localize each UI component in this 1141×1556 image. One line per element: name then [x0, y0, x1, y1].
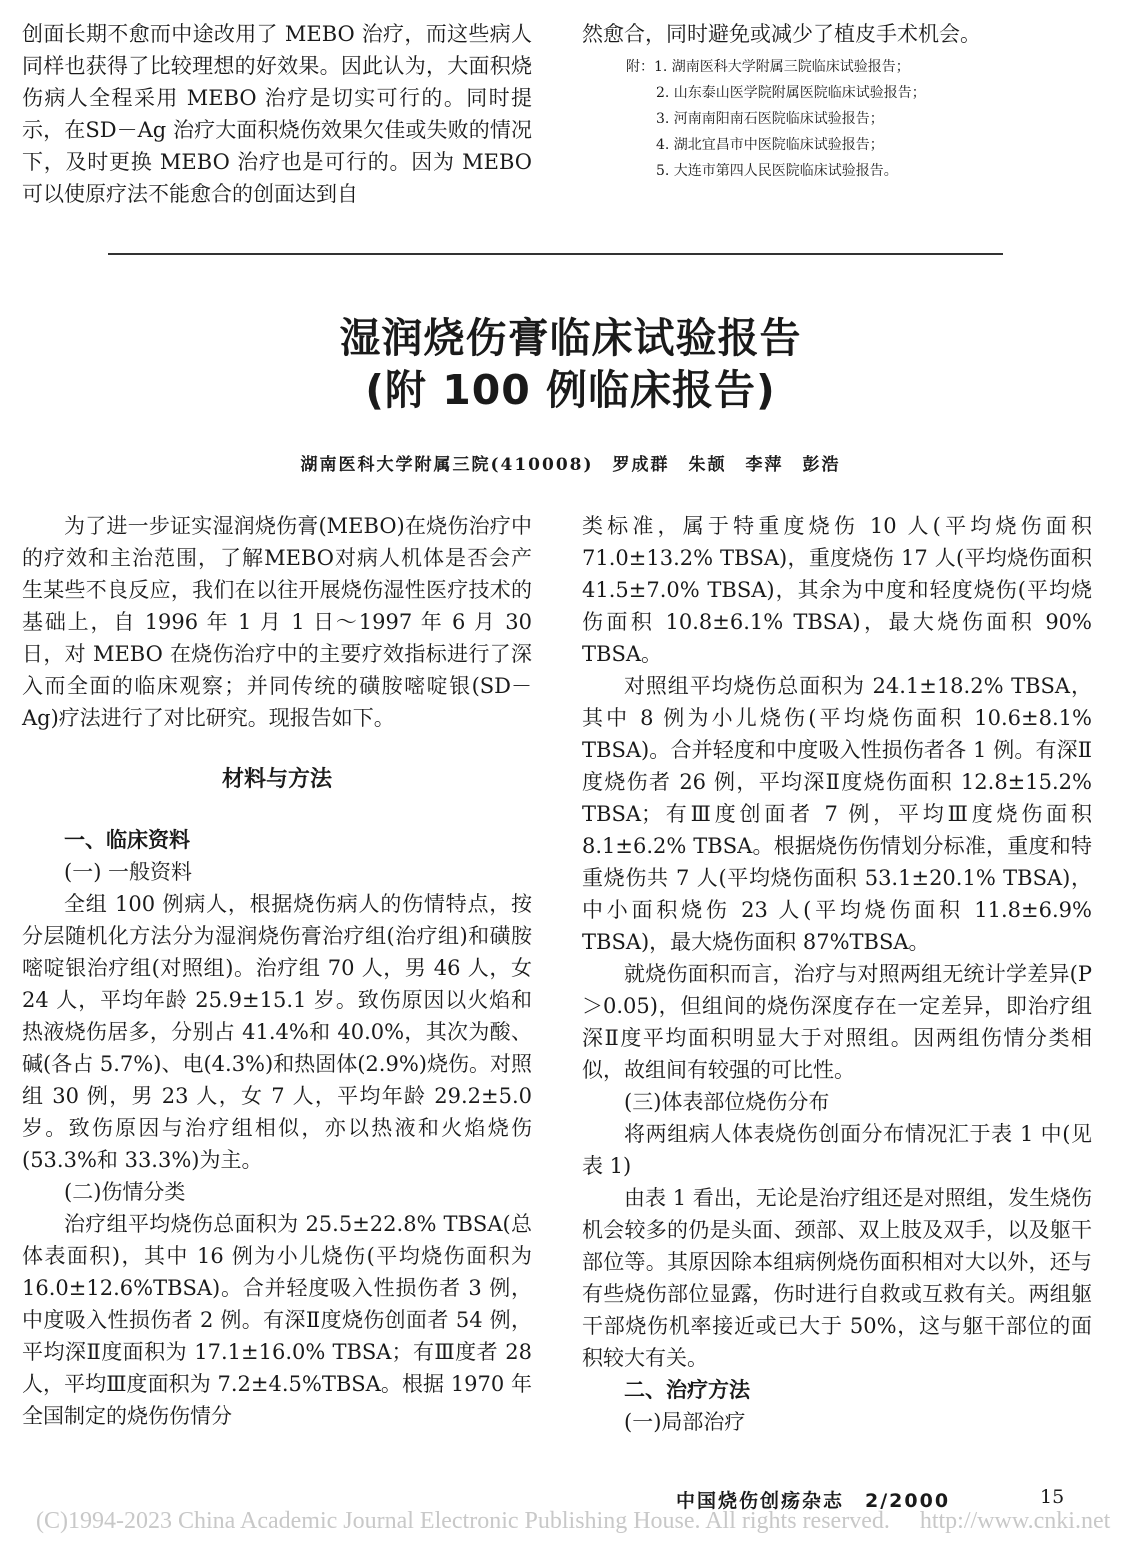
intro-paragraph: 为了进一步证实湿润烧伤膏(MEBO)在烧伤治疗中的疗效和主治范围，了解MEBO对病人机体是否会产生某些不良反应，我们在以往开展烧伤湿性医疗技术的基础上，自 1996 年 1 月 1 日～1997 年 6 月 30 日，对 MEBO 在烧伤治疗中的主要疗效指标进行了深入而全面的临床观察；并同传统的磺胺嘧啶银(SD－Ag)疗法进行了对比研究。现报告如下。: [22, 514, 532, 730]
left-column: [22, 510, 532, 1432]
article-title: [0, 312, 1141, 416]
previous-article-conclusion: 然愈合，同时避免或减少了植皮手术机会。: [582, 22, 981, 46]
section-divider: [108, 253, 1003, 255]
sub-heading: (三)体表部位烧伤分布: [624, 1090, 830, 1114]
appendix-item: 5. 大连市第四人民医院临床试验报告。: [656, 163, 898, 179]
section-heading: 材料与方法: [221, 767, 332, 792]
appendix-item: 4. 湖北宜昌市中医院临床试验报告；: [656, 137, 884, 153]
sub-heading: (一)局部治疗: [624, 1410, 746, 1434]
article-title-line2: (附 100 例临床报告): [365, 366, 776, 414]
body-paragraph: 类标准，属于特重度烧伤 10 人(平均烧伤面积 71.0±13.2% TBSA)，重度烧伤 17 人(平均烧伤面积 41.5±7.0% TBSA)，其余为中度和轻度烧伤(平均烧伤面积 10.8±6.1% TBSA)，最大烧伤面积 90% TBSA。: [582, 514, 1092, 666]
page-number: 15: [1040, 1486, 1065, 1508]
copyright-watermark: (C)1994-2023 China Academic Journal Electronic Publishing House. All rights reserved. http://www.cnki.net: [36, 1508, 1111, 1534]
appendix-item: 附：1. 湖南医科大学附属三院临床试验报告；: [626, 59, 910, 75]
article-authors: 湖南医科大学附属三院(410008) 罗成群 朱颉 李萍 彭浩: [300, 455, 841, 475]
body-paragraph: 全组 100 例病人，根据烧伤病人的伤情特点，按分层随机化方法分为湿润烧伤膏治疗组(治疗组)和磺胺嘧啶银治疗组(对照组)。治疗组 70 人，男 46 人，女 24 人，平均年龄 25.9±15.1 岁。致伤原因以火焰和热液烧伤居多，分别占 41.4%和 40.0%，其次为酸、碱(各占 5.7%)、电(4.3%)和热固体(2.9%)烧伤。对照组 30 例，男 23 人，女 7 人，平均年龄 29.2±5.0 岁。致伤原因与治疗组相似，亦以热液和火焰烧伤(53.3%和 33.3%)为主。: [22, 892, 532, 1172]
journal-footer: 中国烧伤创疡杂志 2/2000: [676, 1490, 951, 1512]
appendix-list: [582, 54, 1092, 184]
sub-heading: (二)伤情分类: [64, 1180, 186, 1204]
previous-article-tail: [22, 18, 532, 210]
body-paragraph: 由表 1 看出，无论是治疗组还是对照组，发生烧伤机会较多的仍是头面、颈部、双上肢及双手，以及躯干部位等。其原因除本组病例烧伤面积相对大以外，还与有些烧伤部位显露，伤时进行自救或互救有关。两组躯干部烧伤机率接近或已大于 50%，这与躯干部位的面积较大有关。: [582, 1186, 1092, 1370]
body-paragraph: 对照组平均烧伤总面积为 24.1±18.2% TBSA，其中 8 例为小儿烧伤(平均烧伤面积 10.6±8.1% TBSA)。合并轻度和中度吸入性损伤者各 1 例。有深Ⅱ度烧伤者 26 例，平均深Ⅱ度烧伤面积 12.8±15.2% TBSA；有Ⅲ度创面者 7 例，平均Ⅲ度烧伤面积 8.1±6.2% TBSA。根据烧伤伤情划分标准，重度和特重烧伤共 7 人(平均烧伤面积 53.1±20.1% TBSA)，中小面积烧伤 23 人(平均烧伤面积 11.8±6.9% TBSA)，最大烧伤面积 87%TBSA。: [582, 674, 1092, 954]
appendix-item: 2. 山东泰山医学院附属医院临床试验报告；: [656, 85, 926, 101]
subsection-heading: 二、治疗方法: [624, 1378, 750, 1402]
right-column: [582, 510, 1092, 1438]
body-paragraph: 将两组病人体表烧伤创面分布情况汇于表 1 中(见表 1): [582, 1122, 1092, 1178]
article-title-line1: 湿润烧伤膏临床试验报告: [339, 314, 802, 362]
previous-article-tail-right: [582, 18, 1092, 184]
sub-heading: (一) 一般资料: [64, 860, 193, 884]
previous-article-text: 创面长期不愈而中途改用了 MEBO 治疗，而这些病人同样也获得了比较理想的好效果。因此认为，大面积烧伤病人全程采用 MEBO 治疗是切实可行的。同时提示，在SD－Ag 治疗大面积烧伤效果欠佳或失败的情况下，及时更换 MEBO 治疗也是可行的。因为 MEBO 可以使原疗法不能愈合的创面达到自: [22, 22, 532, 206]
body-paragraph: 治疗组平均烧伤总面积为 25.5±22.8% TBSA(总体表面积)，其中 16 例为小儿烧伤(平均烧伤面积为 16.0±12.6%TBSA)。合并轻度吸入性损伤者 3 例，中度吸入性损伤者 2 例。有深Ⅱ度烧伤创面者 54 例，平均深Ⅱ度面积为 17.1±16.0% TBSA；有Ⅲ度者 28 人，平均Ⅲ度面积为 7.2±4.5%TBSA。根据 1970 年全国制定的烧伤伤情分: [22, 1212, 532, 1428]
appendix-item: 3. 河南南阳南石医院临床试验报告；: [656, 111, 884, 127]
subsection-heading: 一、临床资料: [64, 828, 190, 852]
body-paragraph: 就烧伤面积而言，治疗与对照两组无统计学差异(P＞0.05)，但组间的烧伤深度存在一定差异，即治疗组深Ⅱ度平均面积明显大于对照组。因两组伤情分类相似，故组间有较强的可比性。: [582, 962, 1092, 1082]
